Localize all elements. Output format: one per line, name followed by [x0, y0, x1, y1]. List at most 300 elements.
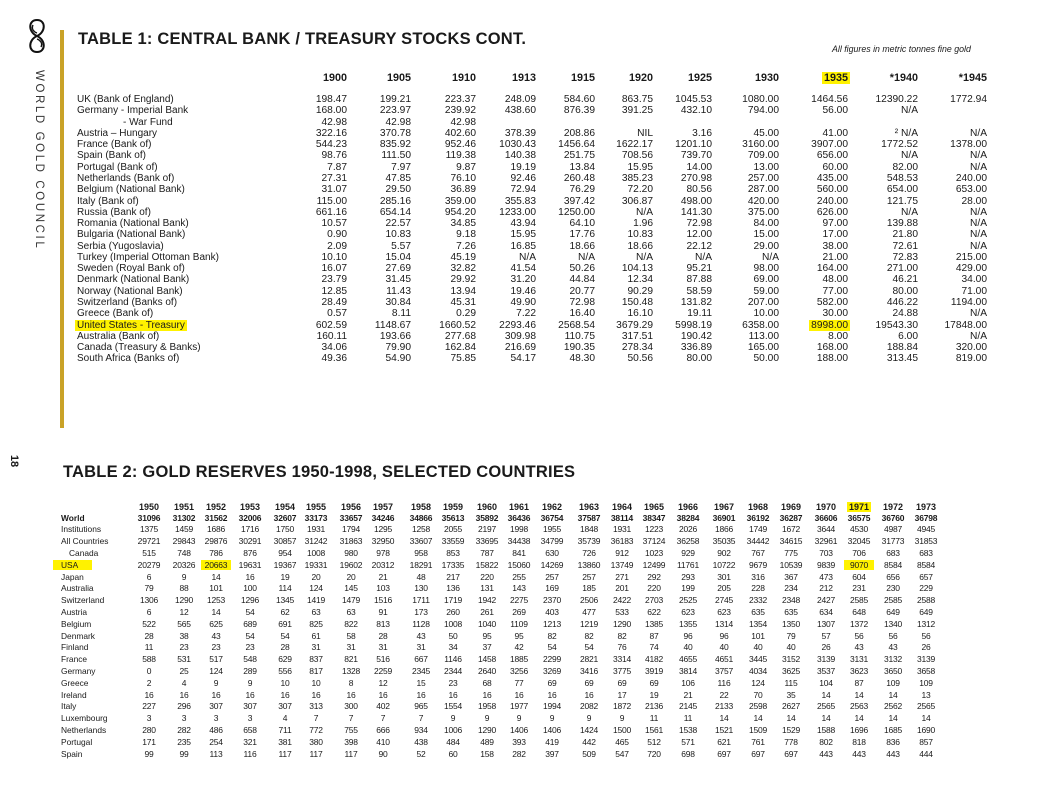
table2-cell: 1340: [883, 618, 903, 629]
table1-cell: NIL: [637, 127, 653, 139]
table1-cell: 50.26: [569, 263, 595, 275]
table2-cell: 1509: [748, 724, 768, 735]
table1-cell: 10.00: [753, 308, 779, 320]
table2-cell: 3757: [714, 665, 734, 676]
table2-cell: 14: [211, 606, 221, 617]
table2-cell: 54: [547, 642, 557, 653]
table2-cell: 522: [142, 618, 156, 629]
table1-cell: 794.00: [747, 105, 779, 117]
table1-cell: 1622.17: [616, 139, 653, 151]
table1-cell: 160.11: [316, 330, 347, 342]
table1-cell: 69.00: [753, 274, 779, 286]
table2-cell: 54: [245, 630, 255, 641]
table2-cell: 1258: [411, 524, 431, 535]
table2-cell: 22: [719, 689, 729, 700]
table2-cell: 13749: [610, 559, 634, 570]
table2-cell: 10: [311, 677, 321, 688]
table2-cell: 2133: [714, 701, 734, 712]
table2-cell: 33657: [339, 512, 363, 523]
table2-cell: 2082: [579, 701, 599, 712]
table2-cell: 21: [683, 689, 693, 700]
table2-cell: 825: [309, 618, 323, 629]
table2-cell: 857: [919, 736, 933, 747]
table2-cell: 438: [414, 736, 428, 747]
table1-cell: 270.98: [680, 172, 712, 184]
table2-cell: 720: [647, 748, 661, 759]
table2-cell: 16: [311, 689, 321, 700]
table2-year-header: [673, 502, 703, 512]
table1-cell: 190.35: [563, 342, 595, 354]
table2-cell: 635: [784, 606, 798, 617]
table2-cell: 33173: [304, 512, 328, 523]
table2-cell: 630: [545, 547, 559, 558]
table2-cell: 9839: [816, 559, 836, 570]
table2-cell: 29876: [204, 536, 228, 547]
table1-row-label: Belgium (National Bank): [77, 184, 185, 196]
table2-cell: 556: [278, 665, 292, 676]
table1-cell: 17.76: [569, 229, 595, 241]
table2-cell: 11: [649, 713, 659, 724]
table2-cell: 35739: [577, 536, 601, 547]
table2-cell: 31302: [172, 512, 196, 523]
table1-cell: 164.00: [816, 263, 848, 275]
table2-cell: 79: [144, 583, 154, 594]
table2-cell: 205: [717, 583, 731, 594]
table1-cell-highlight: 8998.00: [811, 319, 848, 331]
table2-cell: 130: [414, 583, 428, 594]
table2-cell: 11761: [676, 559, 699, 570]
table2-cell: 1931: [612, 524, 632, 535]
table2-cell: 307: [278, 701, 292, 712]
table1-cell: 1464.56: [811, 94, 848, 105]
table1-cell: 64.10: [569, 218, 595, 230]
table2-cell: 1312: [916, 618, 936, 629]
table2-cell: 32006: [238, 512, 262, 523]
table1-cell: 2.09: [327, 240, 347, 252]
table1-cell: 42.98: [321, 116, 347, 128]
table1-cell: 223.97: [379, 105, 411, 117]
table2-cell: 18291: [409, 559, 433, 570]
table2-cell: 3623: [849, 665, 869, 676]
table1-cell: 9.87: [456, 161, 476, 173]
table2-cell: 1406: [542, 724, 562, 735]
table1-row-label: Denmark (National Bank): [77, 274, 190, 286]
table2-cell: 402: [376, 701, 390, 712]
table2-year-header: [438, 502, 468, 512]
table2-cell: 23: [211, 642, 221, 653]
table1-cell: 193.66: [379, 330, 411, 342]
table2-cell: 3256: [509, 665, 529, 676]
table1-cell: 11.43: [386, 285, 411, 297]
table1-year-text: 1930: [754, 72, 779, 84]
table1-cell: 391.25: [621, 105, 653, 117]
table1-cell: 15.00: [753, 229, 779, 241]
table1-cell: ² N/A: [894, 127, 918, 139]
table1-cell: 1030.43: [499, 139, 536, 151]
table1-cell: 38.00: [822, 240, 848, 252]
table2-cell: 403: [545, 606, 559, 617]
table1-cell: N/A: [970, 161, 987, 173]
table2-cell: 3416: [579, 665, 599, 676]
table2-cell: 4651: [714, 654, 734, 665]
table2-cell: 14: [821, 689, 831, 700]
table2-year-text: 1965: [643, 502, 665, 512]
table2-cell: 34438: [507, 536, 531, 547]
table2-cell: 698: [681, 748, 695, 759]
table2-cell: 32607: [273, 512, 297, 523]
table2-cell: 3625: [781, 665, 801, 676]
table2-year-header: [301, 502, 331, 512]
table1-cell: 190.42: [680, 330, 712, 342]
table1-cell: 104.13: [621, 263, 653, 275]
table2-year-text: 1952: [205, 502, 227, 512]
table1-cell: 34.85: [450, 218, 476, 230]
table1-row-label: Austria – Hungary: [77, 127, 158, 139]
table1-cell: 76.10: [450, 172, 476, 184]
table2-cell: 32950: [371, 536, 395, 547]
table1-cell: [778, 320, 848, 331]
table1-units-note: All figures in metric tonnes fine gold: [832, 44, 971, 54]
table1-cell: 3.16: [692, 127, 712, 139]
table1-cell: 34.00: [961, 274, 987, 286]
table2-cell: 1385: [644, 618, 664, 629]
table2-cell: 20663: [201, 560, 231, 570]
table2-cell: 33607: [409, 536, 433, 547]
table2-cell: 2026: [678, 524, 698, 535]
table2-cell: 14: [211, 571, 221, 582]
table2-cell: 8584: [883, 559, 903, 570]
table2-cell: 622: [647, 606, 661, 617]
table2-cell: 2821: [579, 654, 599, 665]
table2-year-header: [472, 502, 502, 512]
table2-cell: 12: [378, 677, 388, 688]
table2-cell: 257: [582, 571, 596, 582]
table1-cell: 71.00: [961, 285, 987, 297]
table2-cell: 101: [209, 583, 223, 594]
table1-cell: 54.17: [510, 353, 536, 365]
table2-cell: 2344: [443, 665, 463, 676]
table2-cell: 19367: [273, 559, 297, 570]
table1-cell: 32.82: [450, 263, 476, 275]
table1-cell: 544.23: [315, 139, 347, 151]
table2-year-text: 1951: [173, 502, 195, 512]
table2-cell: 1295: [373, 524, 393, 535]
table2-row-label: Portugal: [61, 736, 93, 747]
table1-row-label: Switzerland (Banks of): [77, 297, 178, 309]
table2-cell: 837: [309, 654, 323, 665]
table2-row-label: Ireland: [61, 689, 87, 700]
table1-cell: N/A: [970, 308, 987, 320]
table1-year-text: 1935: [823, 72, 848, 84]
table1-year-text: *1940: [889, 72, 918, 84]
table2-cell: 40: [719, 642, 729, 653]
table2-cell: 772: [309, 724, 323, 735]
table1-cell: 560.00: [816, 184, 848, 196]
table1-year-header: [917, 72, 987, 84]
table2-cell: 28: [378, 630, 388, 641]
table2-cell: 444: [919, 748, 933, 759]
table2-cell: 124: [751, 677, 765, 688]
table2-cell: 1588: [816, 724, 836, 735]
table2-cell: 10539: [779, 559, 803, 570]
table2-cell: 486: [209, 724, 223, 735]
table2-cell: 1958: [477, 701, 497, 712]
table2-cell: 36183: [610, 536, 634, 547]
table2-cell: 10: [280, 677, 290, 688]
table2-cell: 124: [309, 583, 323, 594]
table1-cell: 446.22: [886, 297, 918, 309]
table2-year-text: 1959: [442, 502, 464, 512]
table2-cell: 649: [886, 606, 900, 617]
table2-cell: 1696: [849, 724, 869, 735]
table1-cell: 1201.10: [675, 139, 712, 151]
table2-cell: 531: [177, 654, 191, 665]
table2-row-label: Switzerland: [61, 595, 105, 606]
table1-cell: 584.60: [563, 94, 595, 105]
table2-cell: 69: [649, 677, 659, 688]
table2-cell: 19631: [238, 559, 262, 570]
table2-cell: 14: [786, 713, 796, 724]
table1-cell: 429.00: [955, 263, 987, 275]
table2-cell: 2745: [714, 595, 734, 606]
table1-row-label: Portugal (Bank of): [77, 161, 158, 173]
table1-cell: 199.21: [379, 94, 411, 105]
table2-cell: 1685: [883, 724, 903, 735]
table2-cell: 32961: [814, 536, 838, 547]
table2-cell: 201: [615, 583, 629, 594]
table2-cell: 978: [376, 547, 390, 558]
table1-cell: 72.20: [627, 184, 653, 196]
table2-cell: 88: [179, 583, 189, 594]
table2-cell: 79: [786, 630, 796, 641]
table1-cell: 954.20: [444, 206, 476, 218]
table2-cell: 11: [144, 642, 154, 653]
table1-cell: 27.31: [321, 172, 347, 184]
table1-cell: 77.00: [822, 285, 848, 297]
table1-cell: 48.30: [569, 353, 595, 365]
table1-cell: 1456.64: [558, 139, 595, 151]
table1-cell: 306.87: [621, 195, 653, 207]
table2-cell: 282: [512, 748, 526, 759]
table2-cell: 767: [751, 547, 765, 558]
table2-cell: 20279: [137, 559, 161, 570]
table2-cell: 95: [514, 630, 524, 641]
table1-year-header: [709, 72, 779, 84]
table2-cell: 9: [549, 713, 555, 724]
table2-cell: 980: [344, 547, 358, 558]
table1-cell: 50.00: [753, 353, 779, 365]
table2-cell: 52: [416, 748, 426, 759]
table2-cell: 443: [852, 748, 866, 759]
table1-cell: 42.98: [450, 116, 476, 128]
table2-cell: 9: [484, 713, 490, 724]
table2-year-text: 1958: [410, 502, 432, 512]
table2-cell: 1419: [306, 595, 326, 606]
table1-cell: 168.00: [315, 105, 347, 117]
table1-cell: 626.00: [816, 206, 848, 218]
table2-cell: 1146: [444, 654, 462, 665]
table1-cell: 45.19: [450, 251, 476, 263]
table1-cell: N/A: [970, 218, 987, 230]
table2-cell: 31: [378, 642, 388, 653]
table2-cell: 282: [177, 724, 191, 735]
table2-cell: 35: [786, 689, 796, 700]
table2-cell: 313: [309, 701, 323, 712]
table2-cell: 954: [278, 547, 292, 558]
table2-cell: 380: [309, 736, 323, 747]
table1-year-text: 1900: [322, 72, 347, 84]
table2-cell: 34246: [371, 512, 395, 523]
table2-cell: 656: [886, 571, 900, 582]
table2-cell: 1516: [373, 595, 393, 606]
table1-cell: 58.59: [686, 285, 712, 297]
table1-cell: 6.00: [898, 330, 918, 342]
table2-cell: 3644: [816, 524, 836, 535]
table2-cell: 54: [245, 606, 255, 617]
table2-cell: 34799: [540, 536, 564, 547]
table1-cell: 165.00: [747, 342, 779, 354]
table1-cell: 370.78: [379, 127, 411, 139]
table1-cell: 50.56: [627, 353, 653, 365]
table2-cell: 20312: [371, 559, 395, 570]
table1-cell: 13.84: [569, 161, 595, 173]
table1-cell: N/A: [970, 330, 987, 342]
table2-cell: 2145: [678, 701, 698, 712]
table2-cell: 1672: [781, 524, 801, 535]
table1-cell: 1660.52: [439, 319, 476, 331]
table2-cell: 145: [344, 583, 358, 594]
table2-cell: 36436: [507, 512, 531, 523]
table1-cell: 31.07: [321, 184, 347, 196]
table1-cell: 80.00: [892, 285, 918, 297]
table1-cell: 188.84: [886, 342, 918, 354]
table2-cell: 131: [480, 583, 494, 594]
table1-cell: 150.48: [621, 297, 653, 309]
table1-cell: 72.98: [569, 297, 595, 309]
table1-cell: 432.10: [680, 105, 712, 117]
table2-year-text: 1973: [915, 502, 937, 512]
table1-cell: 82.00: [892, 161, 918, 173]
table1-cell: 59.00: [753, 285, 779, 297]
table1-cell: 43.94: [510, 218, 536, 230]
table1-cell: 97.00: [822, 218, 848, 230]
table1-cell: 2293.46: [499, 319, 536, 331]
table1-cell: 72.94: [510, 184, 536, 196]
table2-cell: 82: [617, 630, 627, 641]
table1-cell: 240.00: [955, 172, 987, 184]
table1-cell: 21.00: [822, 251, 848, 263]
table2-cell: 1885: [509, 654, 529, 665]
table1-cell: 1250.00: [558, 206, 595, 218]
table1-row-label: South Africa (Banks of): [77, 353, 180, 365]
table2-year-header: [406, 502, 436, 512]
table2-cell: 1328: [341, 665, 361, 676]
table2-cell: 2598: [748, 701, 768, 712]
table2-cell: 95: [482, 630, 492, 641]
table1-cell: 239.92: [444, 105, 476, 117]
table2-cell: 1554: [443, 701, 463, 712]
table2-cell: 1375: [139, 524, 159, 535]
table2-cell: 16: [547, 689, 557, 700]
table1-cell: 45.31: [450, 297, 476, 309]
table2-year-text: 1955: [305, 502, 327, 512]
table1-cell: 397.42: [563, 195, 595, 207]
table2-cell: 2299: [542, 654, 562, 665]
table2-cell: 231: [852, 583, 866, 594]
table1-cell: 216.69: [504, 342, 536, 354]
table2-cell: 16: [346, 689, 356, 700]
table2-year-header: [709, 502, 739, 512]
table2-year-header: [844, 502, 874, 512]
table1-cell: 27.69: [385, 263, 411, 275]
table2-cell: 20: [346, 571, 356, 582]
table2-cell: 691: [278, 618, 292, 629]
table2-cell: 635: [751, 606, 765, 617]
table2-cell: 43: [416, 630, 426, 641]
table2-cell: 3131: [849, 654, 869, 665]
table2-cell: 69: [584, 677, 594, 688]
table1-cell: 29.00: [753, 240, 779, 252]
table1-cell: 19.11: [687, 308, 712, 320]
table2-cell: 3775: [612, 665, 632, 676]
table1-cell: N/A: [695, 251, 712, 263]
table2-cell: 548: [243, 654, 257, 665]
table2-cell: 2197: [477, 524, 497, 535]
table2-cell: 136: [446, 583, 460, 594]
table1-cell: 46.21: [892, 274, 918, 286]
table2-year-text: 1962: [541, 502, 563, 512]
table2-year-header: [639, 502, 669, 512]
table2-cell: 57: [821, 630, 831, 641]
table2-cell: 58: [346, 630, 356, 641]
table1-cell: 198.47: [315, 94, 347, 105]
table2-cell: 103: [376, 583, 390, 594]
table2-cell: 56: [888, 630, 898, 641]
table2-cell: 37124: [642, 536, 666, 547]
table1-cell: 49.36: [321, 353, 347, 365]
table2-cell: 60: [448, 748, 458, 759]
table2-cell: 293: [681, 571, 695, 582]
table2-row-label: France: [61, 654, 88, 665]
table2-cell: 1500: [612, 724, 632, 735]
table2-cell: 116: [717, 677, 731, 688]
table1-year-text: 1913: [511, 72, 536, 84]
table2-cell: 410: [376, 736, 390, 747]
table2-cell: 36754: [540, 512, 564, 523]
table2-cell: 1008: [443, 618, 463, 629]
table2-cell: 1561: [644, 724, 664, 735]
table2-cell: 3658: [916, 665, 936, 676]
wgc-logo: [24, 16, 50, 56]
table2-cell: 588: [142, 654, 156, 665]
table2-cell: 4182: [644, 654, 664, 665]
table2-cell: 14: [854, 689, 864, 700]
table2-cell: 30291: [238, 536, 262, 547]
table2-year-text: 1969: [780, 502, 802, 512]
table2-cell: 9070: [844, 560, 874, 570]
table1-cell: 16.85: [510, 240, 536, 252]
table2-cell: 23: [448, 677, 458, 688]
table1-cell: 278.34: [621, 342, 653, 354]
table2-cell: 1994: [542, 701, 562, 712]
table2-cell: 649: [919, 606, 933, 617]
table2-cell: 533: [615, 606, 629, 617]
table2-cell: 7: [313, 713, 319, 724]
table2-year-text: 1954: [274, 502, 296, 512]
table2-cell: 1290: [174, 595, 194, 606]
table1-cell: 420.00: [747, 195, 779, 207]
table1-cell: 12.34: [627, 274, 653, 286]
